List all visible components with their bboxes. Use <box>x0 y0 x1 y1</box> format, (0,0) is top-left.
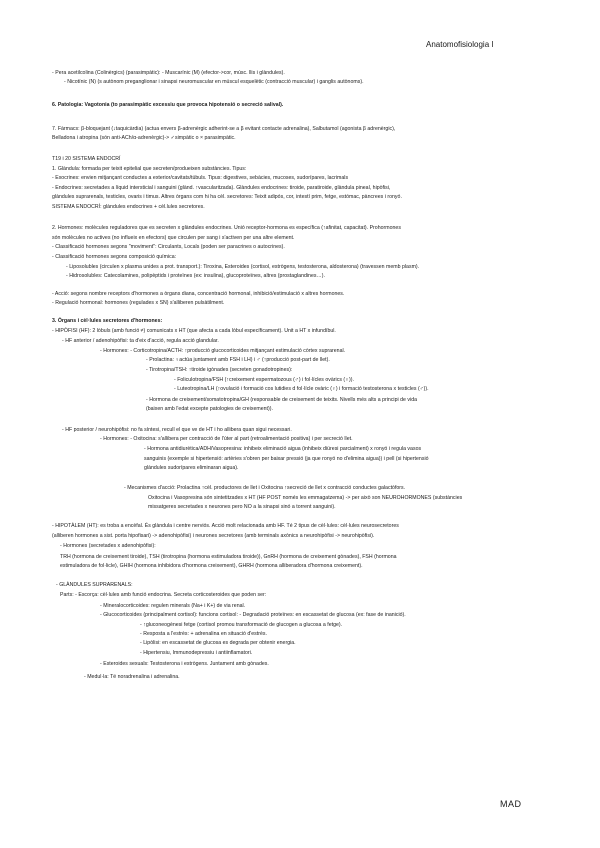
text-line: 7. Fàrmacs: β-bloquejant (↓taquicàrdia) (actua envers β-adrenèrgic adherint-se a β evitant contacte adrenalina), Salbutamol (agonista β adrenèrgic), <box>52 126 396 132</box>
text-line: - HIPÒFISI (HF): 2 lòbuls (amb funció ≠) comunicats x HT (que afecta a cada lòbul específicament). Unit a HT x infundíbul. <box>52 328 336 334</box>
text-line: 6. Patologia: Vagotonia (to parasimpàtic excessiu que provoca hipotensió o secreció salival). <box>52 102 284 108</box>
text-line: - Resposta a l'estrès: + adrenalina en situació d'estrès. <box>140 631 267 637</box>
text-line: - Mecanismes d'acció: Prolactina ↑cèl. productores de llet i Oxitocina ↑secreció de llet x contracció conductes galactòfors. <box>124 485 406 491</box>
page-header-title: Anatomofisiologia I <box>426 40 494 49</box>
text-line: 3. Òrgans i cèl·lules secretores d'hormones: <box>52 318 163 324</box>
text-line: (baixen amb l'edat excepte patologies de creixement)). <box>146 406 273 412</box>
text-line: - Mineralocorticoides: regulen minerals (Na+ i K+) de via renal. <box>100 603 246 609</box>
text-line: glàndules suprarenals, testicles, ovaris i timus. Altres òrgans com hi ha cèl. secretores: Teixit adipós, cor, intestí prim, fetge, estómac, pàncrees i ronyó. <box>52 194 402 200</box>
text-line: - Hormona antidiurètica/ADH/Vasopresina: inhibeix eliminació aigua (inhibeix diüresi parcialment) x ronyó i regula vasos <box>144 446 422 452</box>
text-line: estimuladora de fol·licle), GHIH (hormona inhibidora d'hormona creixement), GHRH (hormona alliberadora d'hormona creixement). <box>60 563 363 569</box>
text-line: - Hipertensiu, Immunodepressiu i antiinflamatori. <box>140 650 253 656</box>
text-line: - Liposolubles (circulen x plasma unides a prot. transport.): Tiroxina, Esteroides (cortisol, estrògens, testosterona, aldosterona) (travessen memb plasm). <box>66 264 420 270</box>
text-line: 2. Hormones: molècules reguladores que es secreten x glàndules endocrines. Unió receptor-hormona es específica (↑afinitat, capacitat). Prohormones <box>52 225 401 231</box>
text-line: - Hormona de creixement/somatotropina/GH (responsable de creixement de teixits. Nivells més alts a principi de vida <box>146 397 418 403</box>
text-line: sanguinis (exemple si hipertensió: artèries s'obren per baixar pressió (ja que ronyó no d'elimina aigua)) i pell (si hipertensió <box>144 456 429 462</box>
text-line: - Prolactina: ♀actúa juntament amb FSH i LH) i ♂ (↑producció post-part de llet). <box>146 357 330 363</box>
text-line: (alliberen hormones a sist. porta hipofisari) -> adenohipòfisi) i neurones secretores (amb terminals axònics a neurohipòfisi -> neurohipòfisi). <box>52 533 375 539</box>
text-line: Parts: - Escorça: cèl·lules amb funció endocrina. Secreta corticosteroides que poden ser: <box>60 592 267 598</box>
text-line: - HF anterior / adenohipòfisi: ta d'eix d'acció, regula acció glandular. <box>62 338 219 344</box>
text-line: - Esteroides sexuals: Testosterona i estrògens. Juntament amb gònades. <box>100 661 269 667</box>
text-line: són molècules no actives (no influeix en efectors) que circulen per sang i s'activen per una altre element. <box>52 235 295 241</box>
text-line: - Foliculotropina/FSH (↑creixement espermatozous (♂) i fol·lícles ovàrics (♀)). <box>174 377 355 383</box>
text-line: - Glucocorticoides (principalment cortisol): funcions cortisol: - Degradació proteïnes: en escassetat de glucosa (ex: fase de inanició). <box>100 612 406 618</box>
text-line: TRH (hormona de creixement tiroide), TSH (tirotropina (hormona estimuladora tiroide)), GnRH (hormona de creixement gònades), FSH (hormona <box>60 554 397 560</box>
text-line: - Classificació hormones segons "moviment": Circulants, Locals (poden ser paracrines o autocrines). <box>52 244 285 250</box>
text-line: missatgeres secretades x neurones pero NO a la sinapsi sinó a torrent sanguini). <box>148 504 336 510</box>
text-line: - Hidrosolubles: Catecolamines, polipèptids i proteïnes (ex: insulina), glucoproteïnes, altres (prostaglandines…). <box>66 273 325 279</box>
text-line: - Acció: segons nombre receptors d'hormones a òrgans diana, concentració hormonal, inhibició/estimulació x altres hormones. <box>52 291 345 297</box>
text-line: - Hormones: - Corticotropina/ACTH: ↑producció glucocorticoides mitjançant estimulació còrtex suprarenal. <box>100 348 346 354</box>
text-line: - Luteotropina/LH (↑ovulació i formació cos lutidies d fol·lícle ovàric (♀) i formació testosterona x testicles (♂)). <box>174 386 429 392</box>
text-line: - ↑gluconeogènesi fetge (cortisol promou transformació de glucogen a glucosa a fetge). <box>140 622 343 628</box>
text-line: 1. Glàndula: formada per teixit epitelial que secreten/produeixen substàncies. Tipus: <box>52 166 247 172</box>
text-line: - GLÀNDULES SUPRARENALS: <box>56 582 133 588</box>
text-line: - Exocrines: envien mitjançant conductes a exterior/cavitats/túbuls. Tipus: digestives, sebàcies, mucoses, sudorípares, lacrimals <box>52 175 349 181</box>
text-line: - Medul·la: Té noradrenalina i adrenalina. <box>84 674 180 680</box>
text-line: - Nicotínic (N) (s autònom preganglionar i sinapsi neuromuscular en múscul esquelètic (contracció muscular) i ganglis autònoms). <box>64 79 364 85</box>
text-line: - Hormones: - Oxitocina: s'allibera per contracció de l'úter al part (retroalimentació positiva) i per secreció llet. <box>100 436 353 442</box>
text-line: - Lipòlisi: en escassetat de glucosa es degrada per obtenir energia. <box>140 640 296 646</box>
text-line: - HIPOTÀLEM (HT): es troba a encèfal. És glàndula i centre nerviós. Acció molt relacionada amb HF. Té 2 tipus de cèl·lules: cèl·lules neurosecretores <box>52 523 399 529</box>
text-line: - Tirotropina/TSH: ↑tiroide igònades (secreten gonadotropines): <box>146 367 293 373</box>
text-line: SISTEMA ENDOCRÍ: glàndules endocrines + cèl.lules secretores. <box>52 204 205 210</box>
text-line: - Hormones (secretades x adenohipòfisi): <box>60 543 156 549</box>
text-line: - Classificació hormones segons composició química: <box>52 254 177 260</box>
text-line: - Regulació hormonal: hormones (regulades x SN) s'alliberen pulsàtilment. <box>52 300 225 306</box>
text-line: Oxitocina i Vasopresina són sintetitzades x HT (HF POST només les emmagatzema) -> per això son NEUROHORMONES (substàncies <box>148 495 463 501</box>
text-line: Belladona i atropina (són anti-ACh/α-adrenèrgic)-> ✓simpàtic o × parasimpàtic. <box>52 135 236 141</box>
text-line: T19 i 20 SISTEMA ENDOCRÍ <box>52 156 121 162</box>
text-line: - Pera acetilcolina (Colinèrgics) (parasimpàtic): - Muscarínic (M) (efector->cor, músc. llis i glàndules). <box>52 70 285 76</box>
footer-initials: MAD <box>500 799 522 809</box>
text-line: - HF posterior / neurohipòfisi: no fa síntesi, recull el que ve de HT i ho allibera quan sigui necessari. <box>62 427 292 433</box>
text-line: - Endocrines: secretades a líquid intersticial i sanguini (glànd. ↑vascularitzada). Glàndules endocrines: tiroide, paratiroide, glàndula pineal, hipòfisi, <box>52 185 391 191</box>
text-line: glàndules sudorípares eliminaran aigua). <box>144 465 239 471</box>
